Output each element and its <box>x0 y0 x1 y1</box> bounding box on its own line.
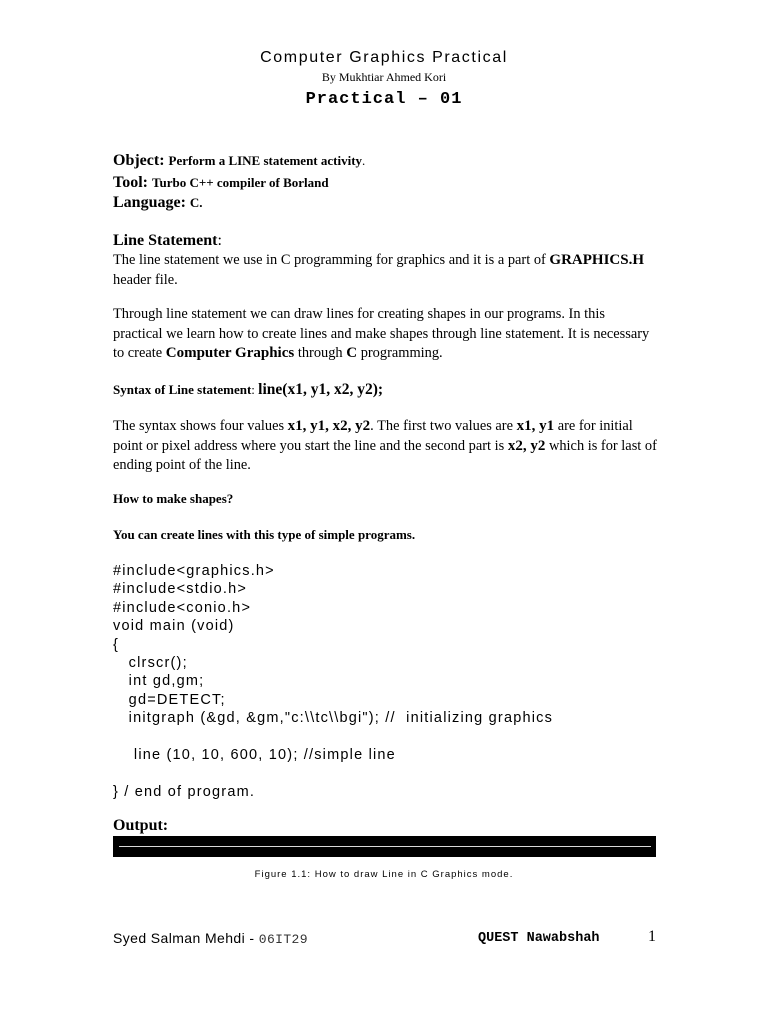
output-label: Output: <box>113 817 169 834</box>
figure-caption: Figure 1.1: How to draw Line in C Graphics mode. <box>254 869 514 880</box>
paragraph-text: . The first two values are <box>370 418 513 434</box>
paragraph-line-statement-purpose <box>113 305 658 364</box>
shapes-intro: You can create lines with this type of simple programs. <box>113 527 416 542</box>
object-line: Object: Perform a LINE statement activity. <box>113 152 366 169</box>
footer-institute: QUEST Nawabshah <box>478 931 600 946</box>
shapes-question: How to make shapes? <box>113 491 234 506</box>
footer-author: Syed Salman Mehdi <box>113 930 246 946</box>
document-title: Computer Graphics Practical <box>260 49 508 66</box>
syntax-signature: line(x1, y1, x2, y2); <box>258 381 384 398</box>
code-line: clrscr(); <box>113 655 188 672</box>
paragraph-syntax-explanation <box>113 417 658 476</box>
footer-author-line: Syed Salman Mehdi - 06IT29 <box>113 930 308 947</box>
output-screen <box>113 836 656 857</box>
line-statement-heading: Line Statement: <box>113 232 222 249</box>
language-line <box>113 194 203 212</box>
code-line: int gd,gm; <box>113 673 205 690</box>
output-drawn-line <box>119 846 651 847</box>
code-line: void main (void) <box>113 618 235 635</box>
document-author: By Mukhtiar Ahmed Kori <box>321 70 447 84</box>
paragraph-text: through <box>297 345 343 361</box>
code-listing <box>113 562 553 801</box>
syntax-label: Syntax of Line statement <box>113 382 252 397</box>
syntax-line: Syntax of Line statement: line(x1, y1, x2, y2); <box>113 381 384 398</box>
code-line: gd=DETECT; <box>113 691 226 708</box>
tool-line <box>113 174 329 192</box>
paragraph-text: The syntax shows four values <box>113 418 285 434</box>
line-statement-heading-text: Line Statement <box>113 232 218 249</box>
practical-title: Practical – 01 <box>305 90 463 109</box>
start-point-term: x1, y1 <box>516 418 555 434</box>
c-term: C <box>346 345 358 361</box>
computer-graphics-term: Computer Graphics <box>165 345 295 361</box>
language-label: Language: <box>113 194 186 211</box>
paragraph-text: Through line statement we can draw lines for creating shapes in our programs. In this practical we learn how to create lines and make shapes through line statement. It is necessary to create <box>113 306 650 361</box>
paragraph-line-statement-intro <box>113 251 658 290</box>
footer-roll: 06IT29 <box>258 932 308 947</box>
paragraph-text: The line statement we use in C programming for graphics and it is a part of <box>113 252 546 268</box>
code-line: #include<stdio.h> <box>113 581 248 598</box>
graphics-h-term: GRAPHICS.H <box>549 252 645 268</box>
object-value: Perform a LINE statement activity <box>168 153 363 168</box>
paragraph-text: header file. <box>113 271 178 288</box>
language-value: C. <box>189 195 203 210</box>
code-line: line (10, 10, 600, 10); //simple line <box>113 747 396 764</box>
code-line: { <box>113 636 120 653</box>
paragraph-text: are for initial point or pixel address where you start the line and the second part is <box>113 418 633 454</box>
object-label: Object: <box>113 152 165 169</box>
end-point-term: x2, y2 <box>507 437 546 454</box>
tool-label: Tool: <box>113 174 148 191</box>
page-number: 1 <box>648 928 656 945</box>
code-line: initgraph (&gd, &gm,"c:\\tc\\bgi"); // initializing graphics <box>113 710 554 727</box>
code-line: #include<conio.h> <box>113 599 252 616</box>
paragraph-text: which is for last of ending point of the line. <box>113 437 657 473</box>
code-line: } / end of program. <box>113 783 256 800</box>
code-line: #include<graphics.h> <box>113 563 275 579</box>
tool-value: Turbo C++ compiler of Borland <box>151 175 329 190</box>
parameters-term: x1, y1, x2, y2 <box>287 418 371 434</box>
paragraph-text: programming. <box>360 345 443 361</box>
